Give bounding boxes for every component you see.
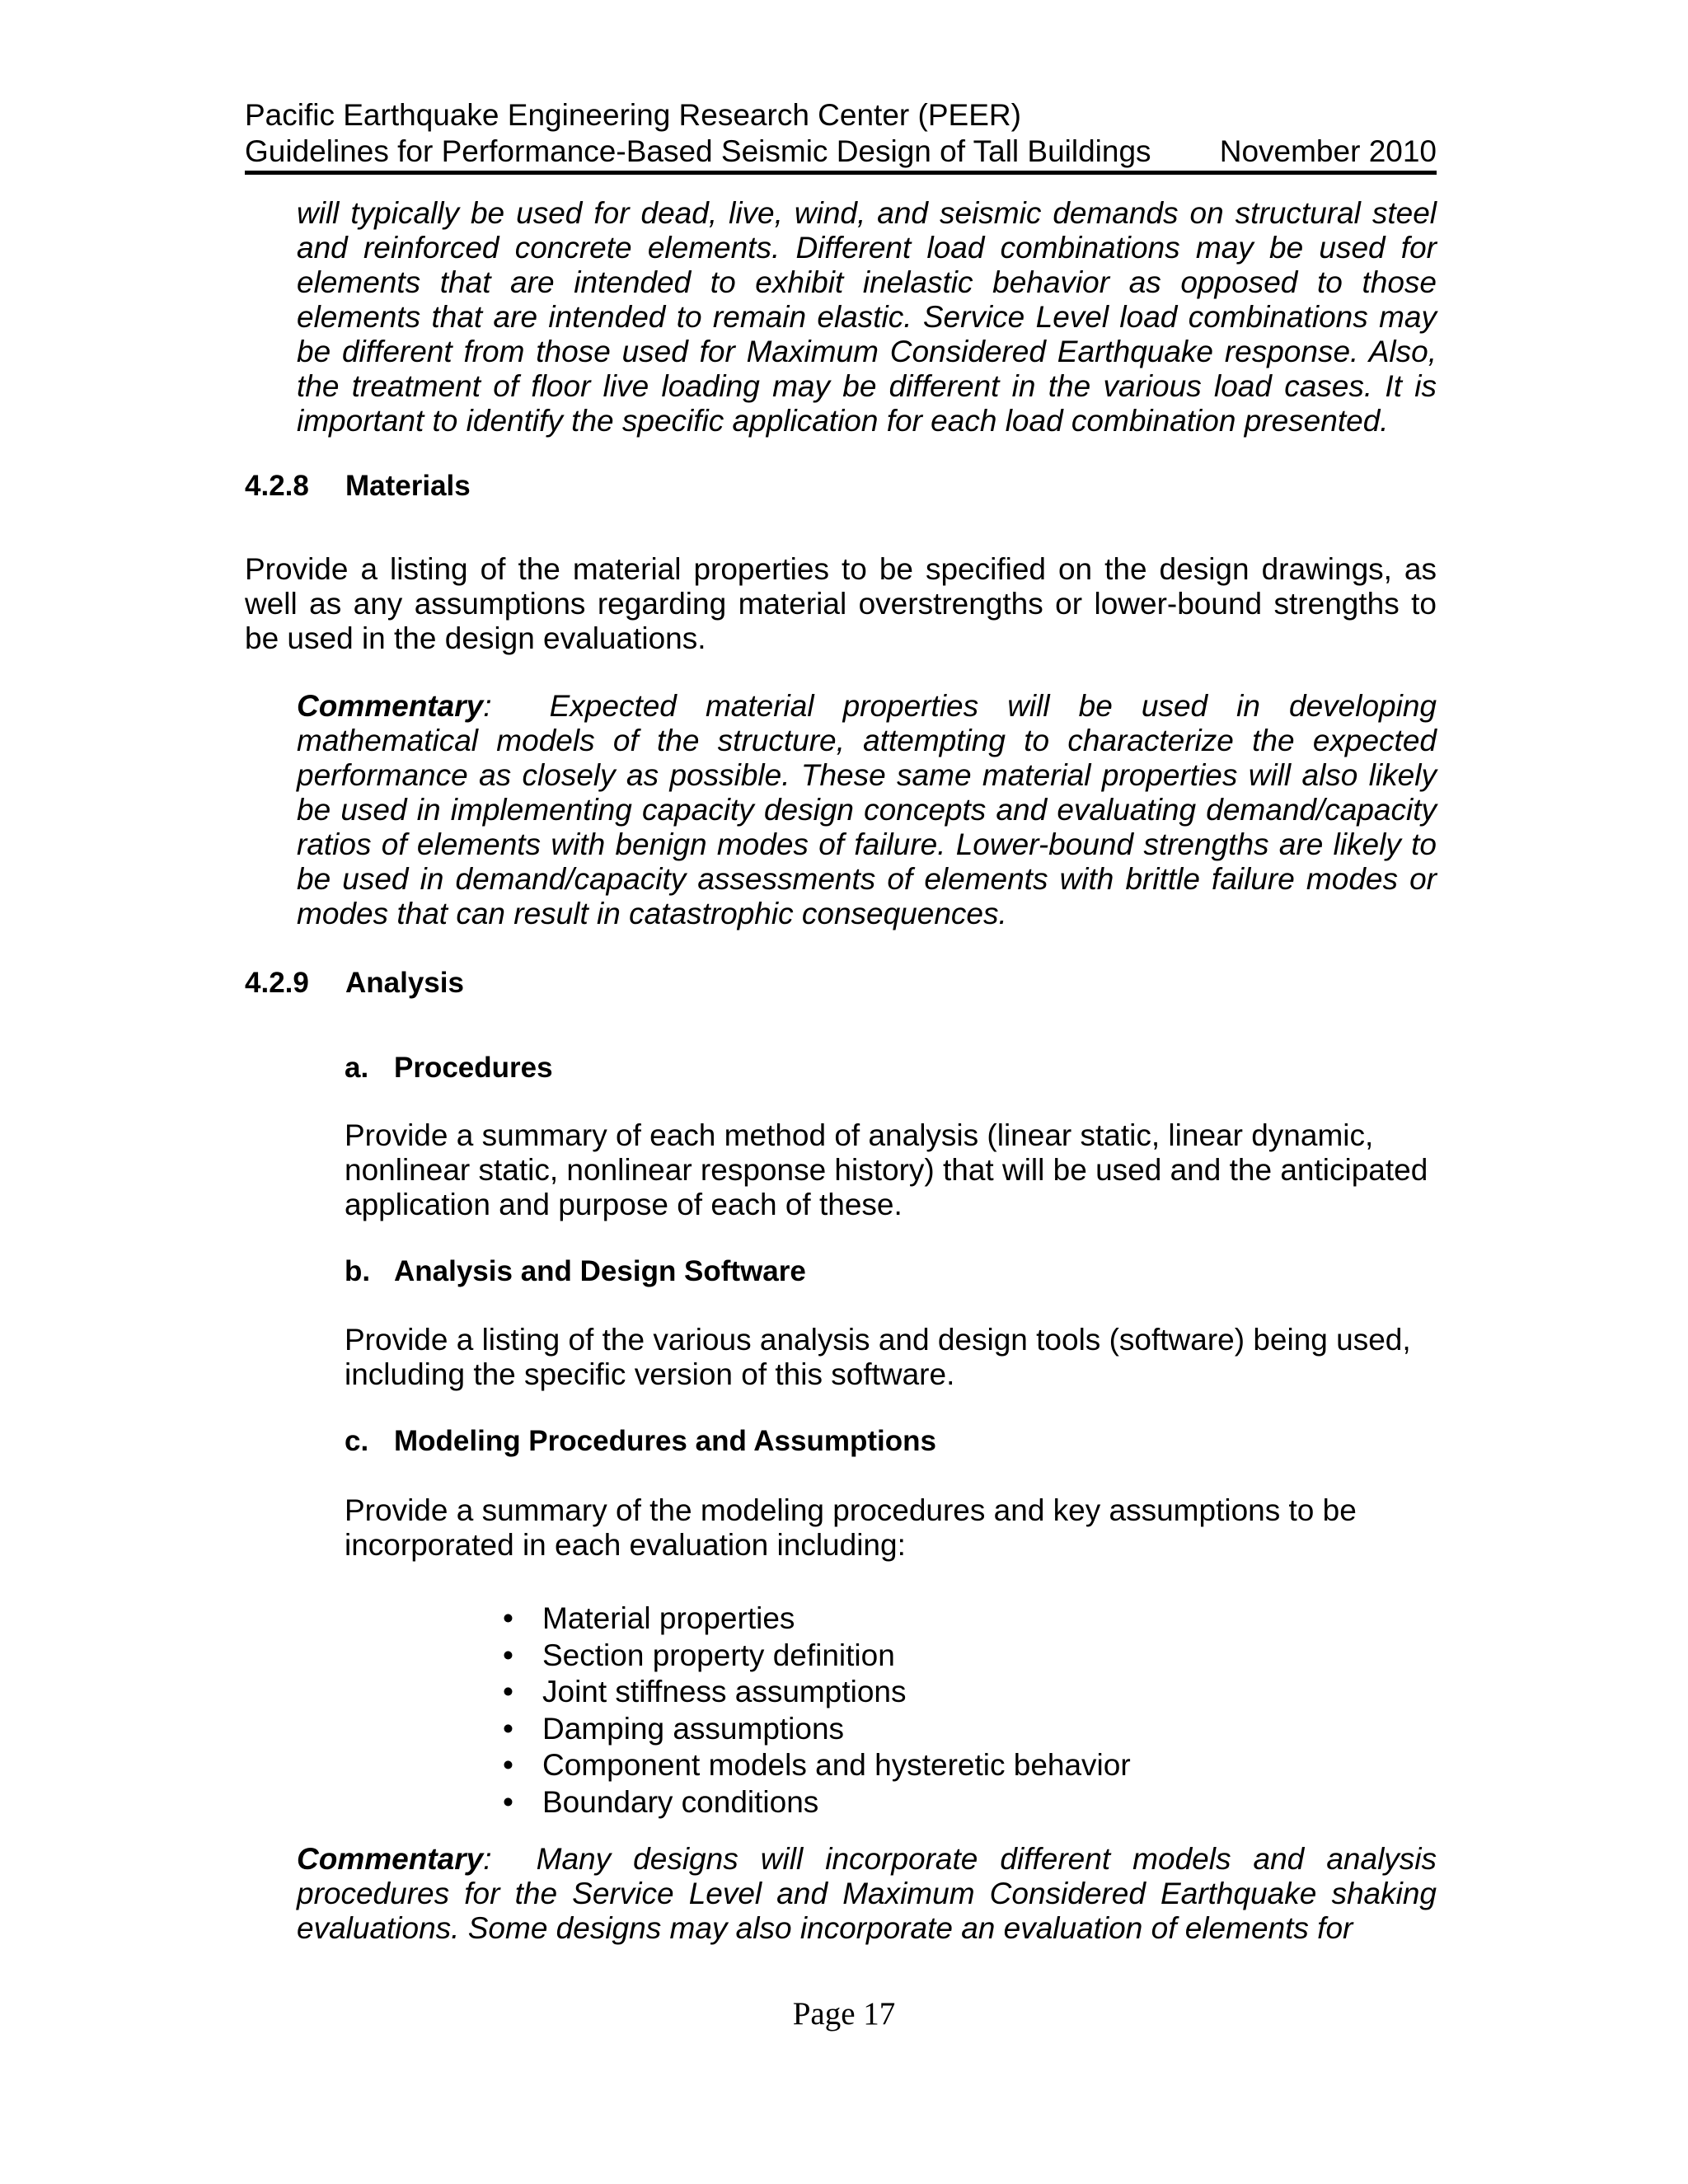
subheading-letter: a.	[345, 1052, 369, 1084]
subheading-title: Procedures	[394, 1052, 553, 1084]
subheading-procedures	[345, 1051, 553, 1085]
bullet-icon: •	[503, 1601, 513, 1635]
bullet-icon: •	[503, 1638, 513, 1672]
modeling-body: Provide a summary of the modeling procedures and key assumptions to be incorporated in each evaluation including:	[345, 1493, 1357, 1562]
commentary-label: Commentary	[297, 1842, 484, 1876]
bullet-icon: •	[503, 1784, 513, 1819]
analysis-commentary	[297, 1842, 1437, 1946]
subheading-modeling	[345, 1424, 936, 1459]
header-divider	[245, 171, 1437, 175]
header-date: November 2010	[1219, 134, 1437, 168]
materials-commentary	[297, 689, 1437, 931]
section-number: 4.2.8	[245, 470, 309, 502]
section-heading-analysis	[245, 966, 464, 1001]
section-number: 4.2.9	[245, 967, 309, 999]
subheading-title: Analysis and Design Software	[394, 1255, 806, 1287]
bullet-icon: •	[503, 1748, 513, 1782]
page-header	[245, 97, 1437, 170]
list-item: • Joint stiffness assumptions	[503, 1674, 1131, 1711]
section-title: Materials	[345, 470, 471, 502]
bullet-icon: •	[503, 1675, 513, 1708]
continued-commentary: will typically be used for dead, live, wind, and seismic demands on structural steel and reinforced concrete elements. Different load combinations may be used for elements that are intended to exhibit inelastic behavior as opposed to those elements that are intended to remain elastic. Service Level load combinations may be different from those used for Maximum Considered Earthquake response. Also, the treatment of floor live loading may be different in the various load cases. It is important to identify the specific application for each load combination presented.	[297, 196, 1437, 438]
subheading-letter: b.	[345, 1255, 371, 1287]
commentary-separator: :	[483, 1842, 492, 1876]
commentary-label: Commentary	[297, 689, 484, 723]
list-item: • Material properties	[503, 1601, 1131, 1638]
subheading-letter: c.	[345, 1425, 369, 1457]
software-body: Provide a listing of the various analysis and design tools (software) being used, including the specific version of this software.	[345, 1323, 1411, 1391]
header-organization: Pacific Earthquake Engineering Research Center (PEER)	[245, 98, 1021, 132]
list-item: • Section property definition	[503, 1638, 1131, 1675]
list-item: • Damping assumptions	[503, 1711, 1131, 1748]
page-number: Page 17	[792, 1996, 896, 2032]
materials-body: Provide a listing of the material properties to be specified on the design drawings, as well as any assumptions regarding material overstrengths or lower-bound strengths to be used in the design evaluations.	[245, 552, 1437, 655]
modeling-assumptions-list	[503, 1601, 1131, 1821]
commentary-separator: :	[483, 689, 492, 723]
header-title-row	[245, 134, 1437, 170]
list-item: • Boundary conditions	[503, 1784, 1131, 1821]
bullet-icon: •	[503, 1711, 513, 1746]
subheading-title: Modeling Procedures and Assumptions	[394, 1425, 936, 1457]
section-title: Analysis	[345, 967, 464, 999]
subheading-software	[345, 1254, 806, 1289]
section-heading-materials	[245, 469, 471, 504]
commentary-text: Expected material properties will be used in developing mathematical models of the structure, attempting to characterize the expected performance as closely as possible. These same material properties will also likely be used in implementing capacity design concepts and evaluating demand/capacity ratios of elements with benign modes of failure. Lower-bound strengths are likely to be used in demand/capacity assessments of elements with brittle failure modes or modes that can result in catastrophic consequences.	[297, 689, 1437, 930]
commentary-text: Many designs will incorporate different models and analysis procedures for the Service Level and Maximum Considered Earthquake shaking evaluations. Some designs may also incorporate an evaluation of elements for	[297, 1842, 1437, 1945]
procedures-body: Provide a summary of each method of analysis (linear static, linear dynamic, nonlinear static, nonlinear response history) that will be used and the anticipated application and purpose of each of these.	[345, 1118, 1428, 1221]
list-item: • Component models and hysteretic behavior	[503, 1747, 1131, 1784]
header-document-title: Guidelines for Performance-Based Seismic Design of Tall Buildings	[245, 134, 1151, 168]
